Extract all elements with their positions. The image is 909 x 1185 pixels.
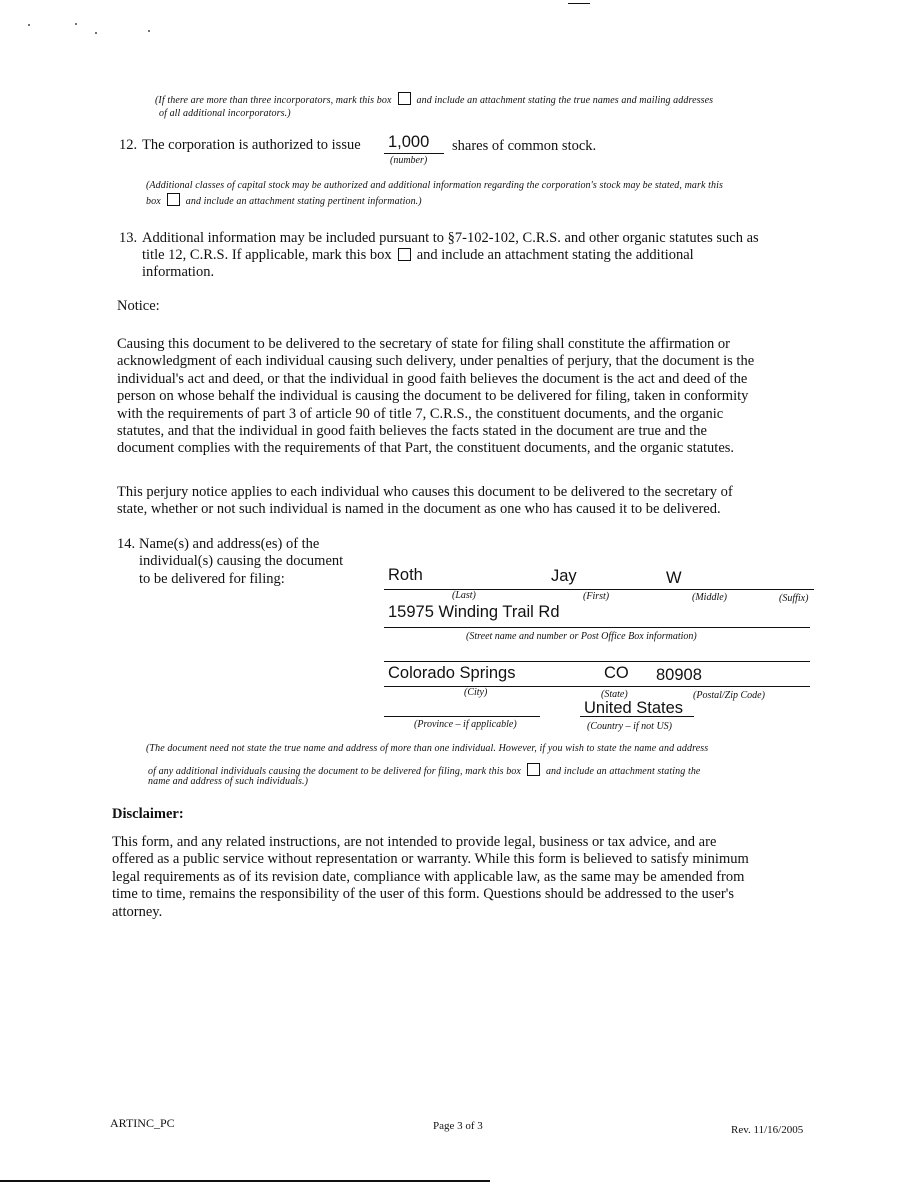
state-label: (State) (601, 689, 628, 700)
street-value[interactable]: 15975 Winding Trail Rd (388, 603, 560, 621)
item-12-text: The corporation is authorized to issue (142, 137, 361, 153)
stock-note-line2: box and include an attachment stating pertinent information.) (146, 193, 422, 207)
form-id: ARTINC_PC (110, 1116, 175, 1130)
scan-mark (568, 3, 590, 4)
scan-speck (75, 23, 77, 25)
scan-speck (28, 24, 30, 26)
last-name-label: (Last) (452, 590, 476, 601)
scan-speck (95, 32, 97, 34)
middle-name-value[interactable]: W (666, 569, 682, 587)
street-line (384, 627, 810, 628)
state-value[interactable]: CO (604, 664, 629, 682)
shares-number-value[interactable]: 1,000 (388, 133, 430, 151)
city-label: (City) (464, 687, 488, 698)
first-name-label: (First) (583, 591, 610, 602)
notice-heading: Notice: (117, 298, 160, 314)
additional-information-checkbox[interactable] (398, 248, 411, 261)
city-line (384, 686, 810, 687)
item-14-label: Name(s) and address(es) of the individual(s) causing the document to be delivered for filing: (139, 536, 344, 587)
item-12-text-after: shares of common stock. (452, 138, 597, 154)
bottom-scan-line (0, 1180, 490, 1182)
disclaimer-heading: Disclaimer: (112, 806, 184, 822)
item-12-number: 12. (119, 137, 138, 153)
country-value[interactable]: United States (584, 699, 684, 717)
disclaimer-text: This form, and any related instructions, are not intended to provide legal, business or tax advice, and are offered as a public service without representation or warranty. While this form is believed to satisfy minimum legal requirements as of its revision date, compliance with applicable law, as the same may be amended from time to time, remains the responsibility of the user of this form. Questions should be addressed to the user's attorney. (112, 834, 749, 920)
item-13-line1: Additional information may be included pursuant to §7-102-102, C.R.S. and other organic statutes such as (142, 230, 759, 246)
name-line (384, 589, 814, 590)
suffix-label: (Suffix) (779, 593, 809, 604)
item-14-number: 14. (117, 536, 136, 552)
address-separator-line (384, 661, 810, 662)
zip-value[interactable]: 80908 (656, 666, 702, 684)
additional-incorporators-checkbox[interactable] (398, 92, 411, 105)
last-name-value[interactable]: Roth (388, 566, 423, 584)
notice-paragraph-1: Causing this document to be delivered to the secretary of state for filing shall constitute the affirmation or acknowledgment of each individual causing such delivery, under penalties of perjury, that the document is the individual's act and deed, or that the individual in good faith believes the document is the act and deed of the person on whose behalf the individual is causing the document to be delivered for filing, taken in conformity with the requirements of part 3 of article 90 of title 7, C.R.S., the constituent documents, and the organic statutes, and that the individual in good faith believes the facts stated in the document are true and the document complies with the requirements of that Part, the constituent documents, and the organic statutes. (117, 336, 755, 457)
notice-paragraph-2: This perjury notice applies to each individual who causes this document to be delivered to the secretary of state, whether or not such individual is named in the document as one who has caused it to be delivered. (117, 484, 733, 518)
scan-speck (148, 30, 150, 32)
province-line (384, 716, 540, 717)
individuals-note-line3: name and address of such individuals.) (148, 776, 309, 787)
incorporators-note: (If there are more than three incorporators, mark this box and include an attachment stating the true names and mailing addresses (155, 92, 713, 106)
incorporators-note-line2: of all additional incorporators.) (159, 108, 291, 119)
first-name-value[interactable]: Jay (551, 567, 577, 585)
city-value[interactable]: Colorado Springs (388, 664, 516, 682)
additional-individuals-checkbox[interactable] (527, 763, 540, 776)
street-label: (Street name and number or Post Office Box information) (466, 631, 697, 642)
province-label: (Province – if applicable) (414, 719, 517, 730)
middle-name-label: (Middle) (692, 592, 727, 603)
shares-number-label: (number) (390, 155, 428, 166)
shares-number-line (384, 153, 444, 154)
country-label: (Country – if not US) (587, 721, 672, 732)
country-line (580, 716, 694, 717)
item-13-line3: information. (142, 264, 215, 280)
individuals-note-line1: (The document need not state the true name and address of more than one individual. However, if you wish to state the name and address (146, 743, 709, 754)
revision-date: Rev. 11/16/2005 (731, 1124, 804, 1136)
item-13-number: 13. (119, 230, 138, 246)
stock-note-line1: (Additional classes of capital stock may be authorized and additional information regarding the corporation's stock may be stated, mark this (146, 180, 724, 191)
individuals-note-line2: of any additional individuals causing the document to be delivered for filing, mark this box and include an attachment stating the (148, 763, 700, 777)
zip-label: (Postal/Zip Code) (693, 690, 765, 701)
page-number: Page 3 of 3 (433, 1120, 483, 1132)
additional-stock-checkbox[interactable] (167, 193, 180, 206)
item-13-line2: title 12, C.R.S. If applicable, mark this box and include an attachment stating the additional (142, 247, 694, 263)
